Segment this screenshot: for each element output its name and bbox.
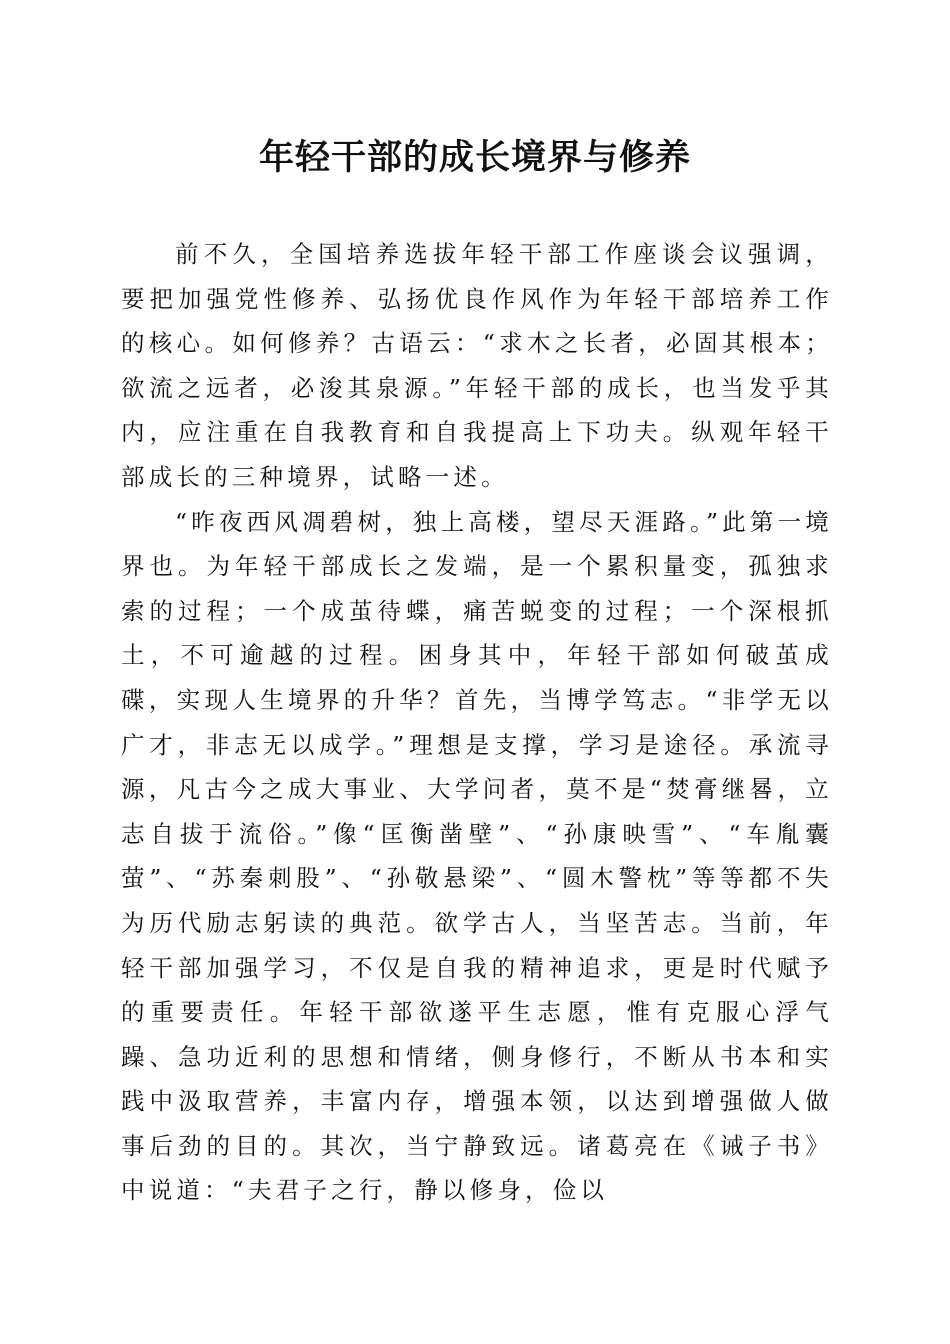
document-title: 年轻干部的成长境界与修养 — [258, 137, 691, 178]
paragraph-first-realm: “昨夜西风凋碧树，独上高楼，望尽天涯路。”此第一境界也。为年轻干部成长之发端，是一个累积量变，孤独求索的过程；一个成茧待蝶，痛苦蜕变的过程；一个深根抓土，不可逾越的过程。困身其中，年轻干部如何破茧成碟，实现人生境界的升华？首先，当博学笃志。“非学无以广才，非志无以成学。”理想是支撑，学习是途径。承流寻源，凡古今之成大事业、大学问者，莫不是“焚膏继晷，立志自拔于流俗。”像“匡衡凿壁”、“孙康映雪”、“车胤囊萤”、“苏秦刺股”、“孙敬悬梁”、“圆木警枕”等等都不失为历代励志躬读的典范。欲学古人，当坚苦志。当前，年轻干部加强学习，不仅是自我的精神追求，更是时代赋予的重要责任。年轻干部欲遂平生志愿，惟有克服心浮气躁、急功近利的思想和情绪，侧身修行，不断从书本和实践中汲取营养，丰富内存，增强本领，以达到增强做人做事后劲的目的。其次，当宁静致远。诸葛亮在《诫子书》中说道：“夫君子之行，静以修身，俭以 — [121, 507, 833, 1205]
paragraph-intro: 前不久，全国培养选拔年轻干部工作座谈会议强调，要把加强党性修养、弘扬优良作风作为年轻干部培养工作的核心。如何修养？古语云：“求木之长者，必固其根本；欲流之远者，必浚其泉源。”年轻干部的成长，也当发乎其内，应注重在自我教育和自我提高上下功夫。纵观年轻干部成长的三种境界，试略一述。 — [121, 240, 833, 491]
document-body — [121, 232, 833, 1213]
